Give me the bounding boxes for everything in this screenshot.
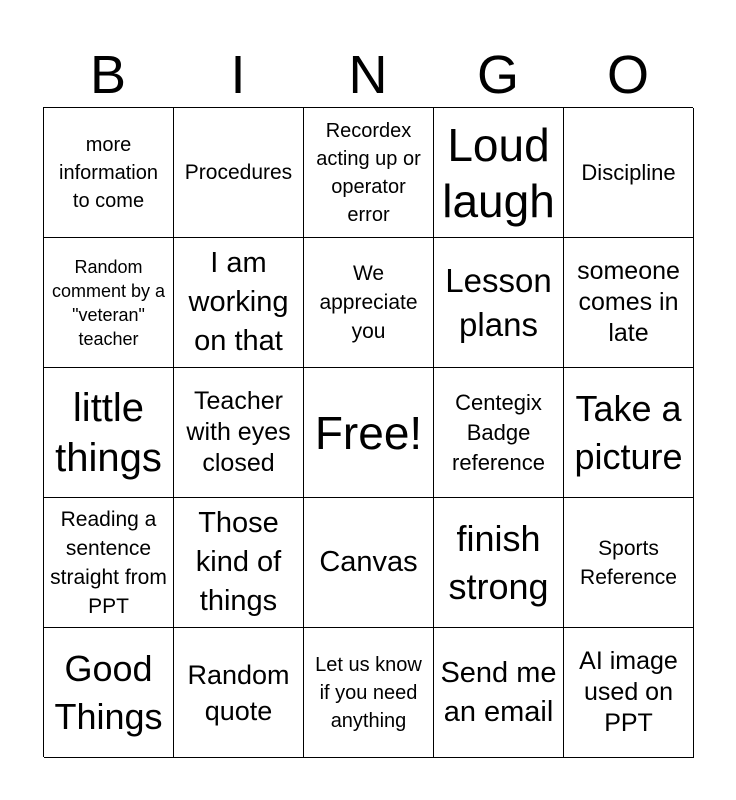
cell-text: Canvas [319,546,418,578]
cell-text: Recordex acting up or operator error [316,119,421,226]
bingo-cell[interactable] [304,498,434,628]
cell-text: Lesson plans [445,261,552,343]
bingo-cell[interactable] [434,108,564,238]
bingo-cell[interactable] [434,628,564,758]
bingo-cell[interactable] [434,368,564,498]
cell-text: little things [55,385,162,480]
cell-text: finish strong [448,517,549,607]
cell-text: Random quote [187,659,290,726]
bingo-cell[interactable] [304,238,434,368]
bingo-cell[interactable] [174,368,304,498]
header-letter-n: N [348,45,388,105]
bingo-cell[interactable] [434,238,564,368]
cell-text: Procedures [184,161,293,184]
header-letter-i: I [230,45,246,105]
bingo-header [43,42,693,108]
cell-text: Random comment by a "veteran" teacher [51,256,166,349]
header-letter-o: O [606,45,649,105]
cell-text: Sports Reference [580,536,677,589]
bingo-cell[interactable] [304,108,434,238]
cell-text: Loud laugh [442,118,555,227]
bingo-cell[interactable] [564,108,694,238]
bingo-cell[interactable] [44,498,174,628]
bingo-cell[interactable] [44,368,174,498]
cell-text: someone comes in late [577,257,680,347]
free-space-cell[interactable] [304,368,434,498]
bingo-grid [43,107,693,757]
cell-text: Teacher with eyes closed [186,387,291,477]
bingo-cell[interactable] [44,628,174,758]
cell-text: We appreciate you [319,262,418,343]
bingo-cell[interactable] [174,628,304,758]
bingo-cell[interactable] [564,498,694,628]
cell-text: Reading a sentence straight from PPT [50,507,167,618]
header-letter-g: G [476,45,519,105]
cell-text: Centegix Badge reference [452,389,545,475]
bingo-cell[interactable] [304,628,434,758]
cell-text: more information to come [59,133,158,212]
bingo-cell[interactable] [564,368,694,498]
cell-text: Take a picture [574,387,683,477]
cell-text: Discipline [581,159,676,185]
cell-text: Good Things [54,647,163,737]
bingo-cell[interactable] [174,238,304,368]
header-letter-b: B [89,45,127,105]
free-space-text: Free! [314,406,423,459]
bingo-cell[interactable] [434,498,564,628]
cell-text: I am working on that [188,247,289,357]
bingo-cell[interactable] [44,108,174,238]
cell-text: Those kind of things [195,507,282,617]
cell-text: Let us know if you need anything [315,653,422,732]
cell-text: Send me an email [440,656,557,728]
bingo-cell[interactable] [174,108,304,238]
cell-text: AI image used on PPT [579,647,678,737]
bingo-cell[interactable] [44,238,174,368]
bingo-cell[interactable] [174,498,304,628]
bingo-cell[interactable] [564,628,694,758]
bingo-cell[interactable] [564,238,694,368]
